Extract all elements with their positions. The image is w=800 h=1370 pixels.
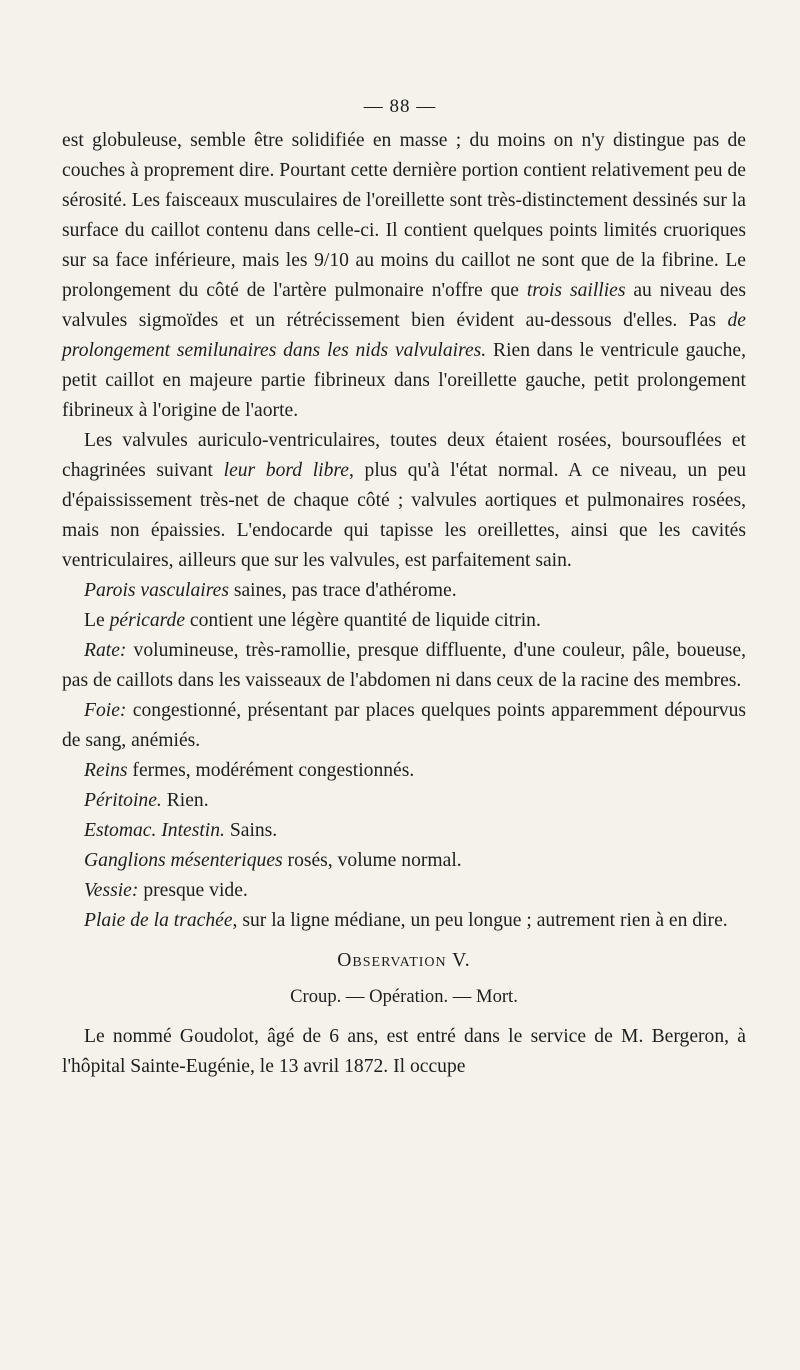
italic-span: Foie: (84, 700, 127, 721)
text-span: Rien. (161, 790, 209, 811)
italic-span: péricarde (109, 610, 186, 631)
paragraph-ganglions (62, 846, 746, 876)
italic-span: Rate: (84, 640, 127, 661)
italic-span: Plaie de la trachée (84, 910, 233, 931)
text-span: presque vide. (138, 880, 248, 901)
paragraph-vessie (62, 876, 746, 906)
italic-span: trois saillies (526, 280, 626, 301)
text-span: au niveau des valvules sigmoïdes et un rétrécissement bien évident au-dessous d'elles. Pas (62, 280, 746, 331)
paragraph-parois (62, 576, 746, 606)
text-span: saines, pas trace d'athérome. (228, 580, 457, 601)
italic-span: Ganglions mésenteriques (84, 850, 283, 871)
paragraph-2 (62, 426, 746, 576)
paragraph-1 (62, 126, 746, 426)
italic-span: Péritoine. (84, 790, 162, 811)
observation-subtitle: Croup. — Opération. — Mort. (290, 986, 518, 1007)
text-span: Le (84, 610, 110, 631)
italic-span: de prolongement semilunaires dans les nids valvulaires. (62, 310, 746, 361)
paragraph-foie (62, 696, 746, 756)
paragraph-pericarde (62, 606, 746, 636)
italic-span: Vessie: (84, 880, 139, 901)
italic-span: Reins (84, 760, 128, 781)
paragraph-reins (62, 756, 746, 786)
text-span: Sains. (224, 820, 278, 841)
italic-span: leur bord libre (223, 460, 349, 481)
italic-span: Parois vasculaires (84, 580, 229, 601)
italic-span: Estomac. Intestin. (84, 820, 225, 841)
text-span: congestionné, présentant par places quelques points apparemment dépourvus de sang, anémiés. (62, 700, 746, 751)
paragraph-rate (62, 636, 746, 696)
page-number: — 88 — (363, 96, 437, 117)
text-span: est globuleuse, semble être solidifiée en masse ; du moins on n'y distingue pas de couches à proprement dire. Pourtant cette dernière portion contient relativement peu de sérosité. Les faisceaux musculaires de l'oreillette sont très-distinctement dessinés sur la surface du caillot contenu dans celle-ci. Il contient quelques points limités cruoriques sur sa face inférieure, mais les 9/10 au moins du caillot ne sont que de la fibrine. Le prolongement du côté de l'artère pulmonaire n'offre que (62, 130, 746, 301)
text-span: contient une légère quantité de liquide citrin. (185, 610, 541, 631)
paragraph-estomac (62, 816, 746, 846)
text-block (62, 126, 746, 1082)
text-span: Les valvules auriculo-ventriculaires, toutes deux étaient rosées, boursouflées et chagrinées suivant (62, 430, 746, 481)
text-span: , plus qu'à l'état normal. A ce niveau, un peu d'épaississement très-net de chaque côté ; valvules aortiques et pulmonaires rosées, mais non épaissies. L'endocarde qui tapisse les oreillettes, ainsi que les cavités ventriculaires, ailleurs que sur les valvules, est parfaitement sain. (62, 460, 747, 571)
paragraph-peritoine (62, 786, 746, 816)
text-span: Rien dans le ventricule gauche, petit caillot en majeure partie fibrineux dans l'oreillette gauche, petit prolongement fibrineux à l'origine de l'aorte. (62, 340, 746, 421)
paragraph-plaie (62, 906, 746, 936)
text-span: fermes, modérément congestionnés. (127, 760, 415, 781)
paragraph-final: Le nommé Goudolot, âgé de 6 ans, est entré dans le service de M. Bergeron, à l'hôpital Sainte-Eugénie, le 13 avril 1872. Il occupe (62, 1026, 746, 1077)
observation-title: Observation V. (337, 950, 471, 971)
text-span: rosés, volume normal. (282, 850, 462, 871)
text-span: , sur la ligne médiane, un peu longue ; autrement rien à en dire. (232, 910, 728, 931)
text-span: volumineuse, très-ramollie, presque diffluente, d'une couleur, pâle, boueuse, pas de caillots dans les vaisseaux de l'abdomen ni dans ceux de la racine des membres. (62, 640, 746, 691)
